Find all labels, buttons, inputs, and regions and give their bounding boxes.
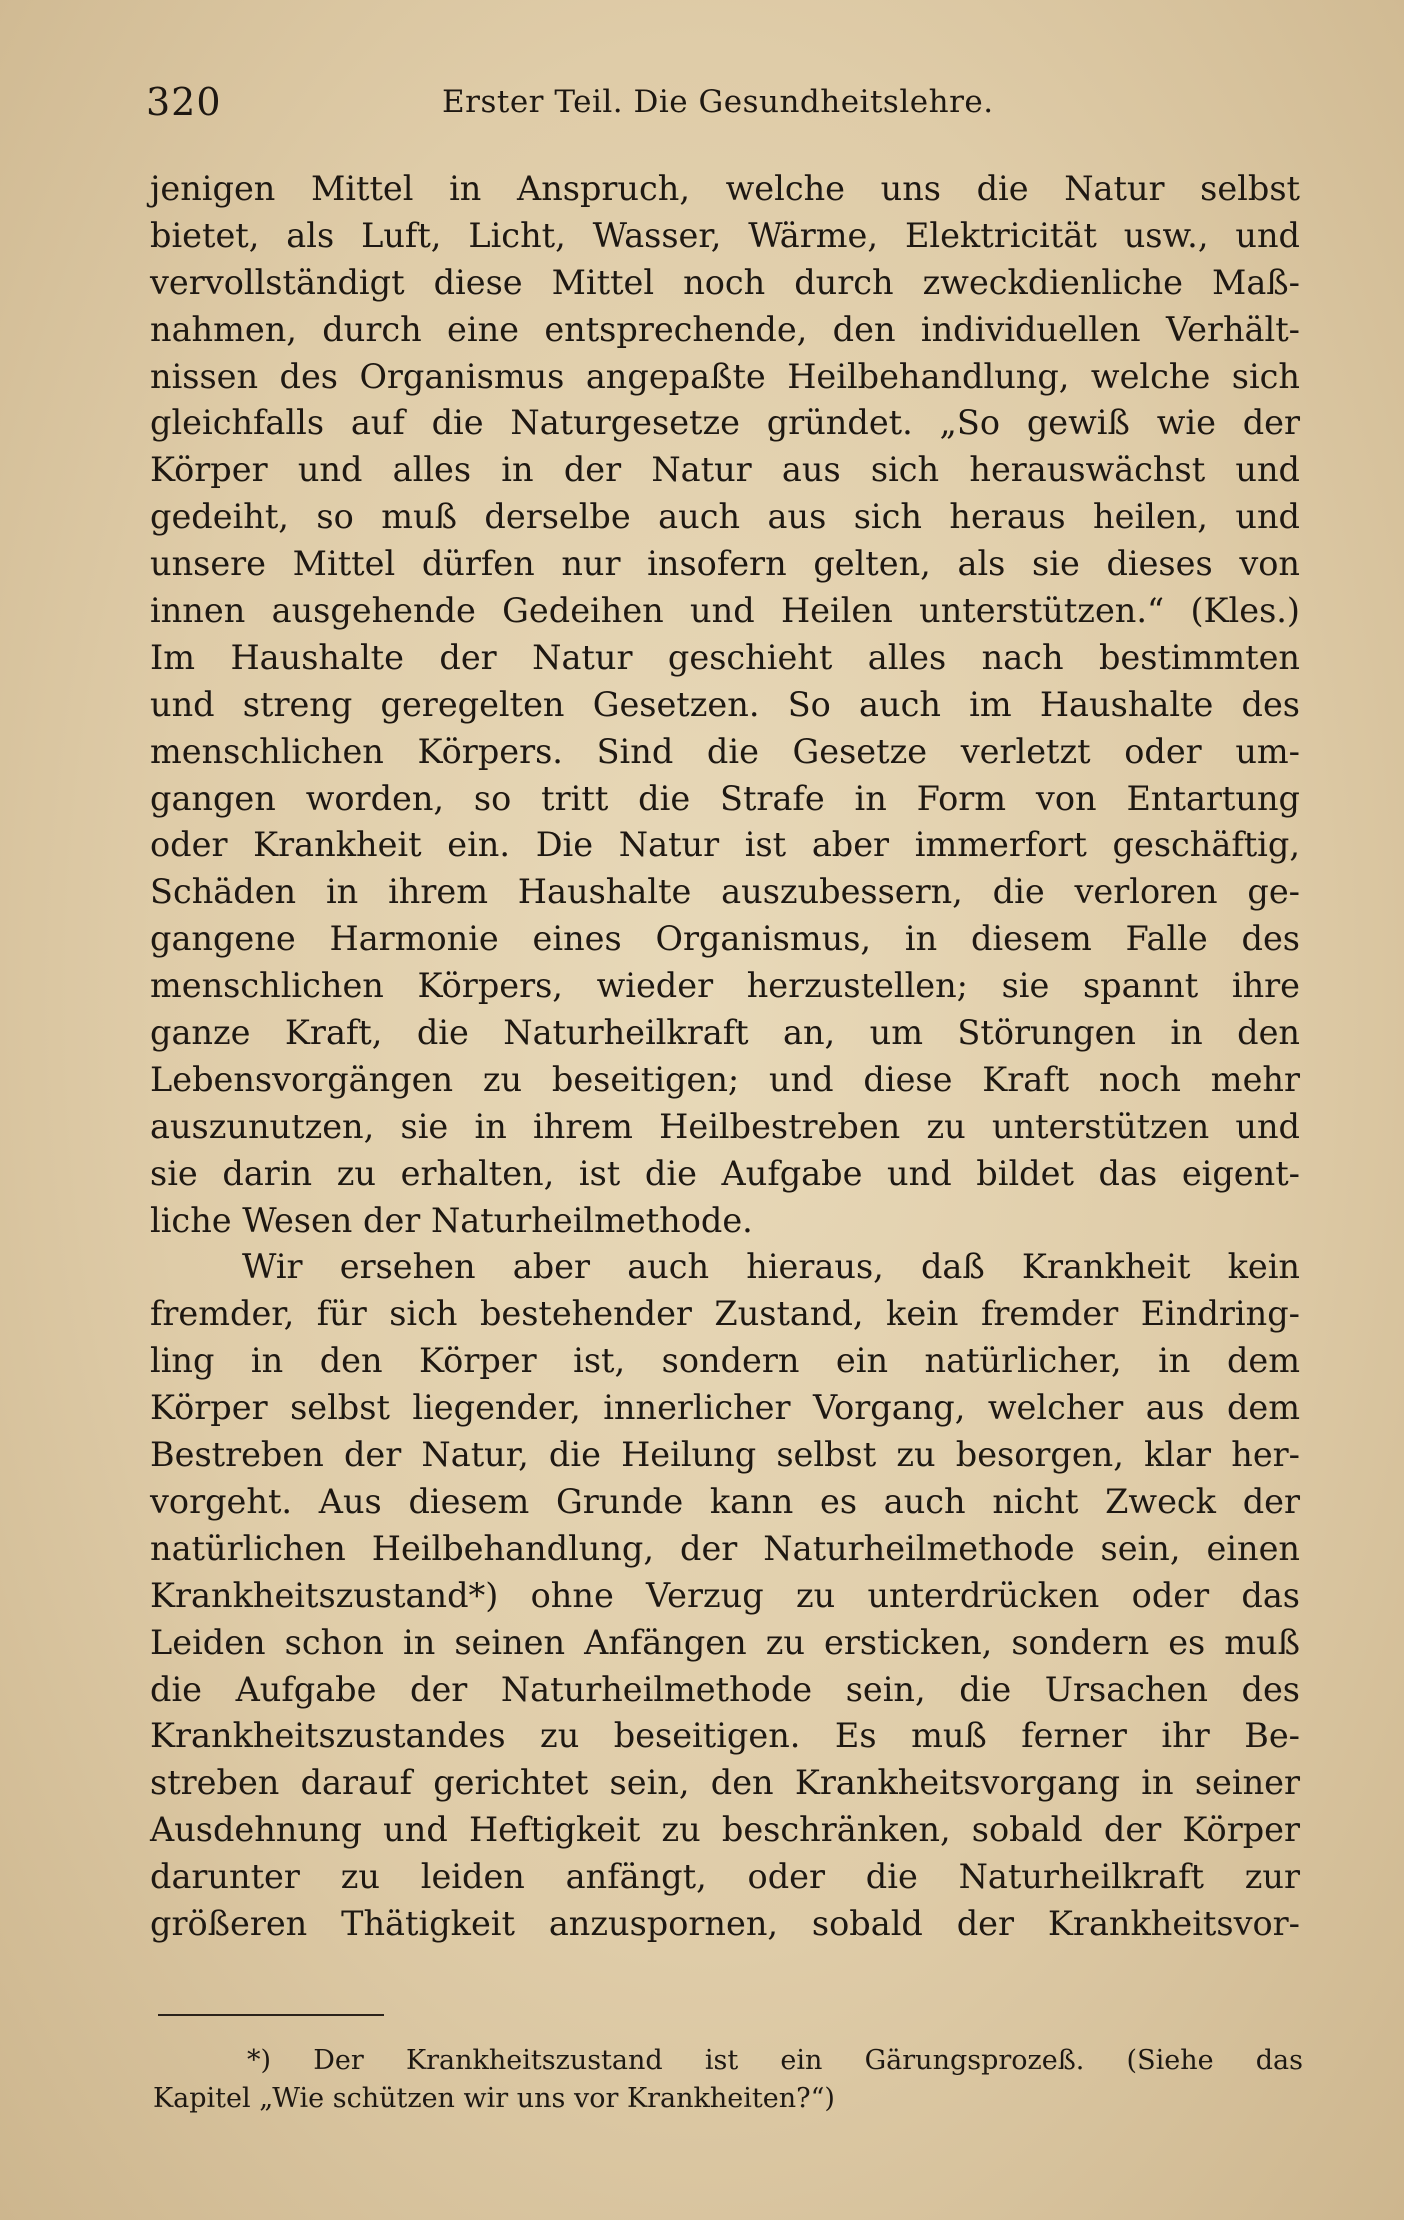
text-line: gleichfalls auf die Naturgesetze gründet. „So gewiß wie der bbox=[150, 403, 1300, 443]
text-line: die Aufgabe der Naturheilmethode sein, die Ursachen des bbox=[150, 1669, 1300, 1709]
text-line: gangene Harmonie eines Organismus, in diesem Falle des bbox=[150, 919, 1300, 959]
text-line: Körper selbst liegender, innerlicher Vorgang, welcher aus dem bbox=[150, 1388, 1300, 1428]
text-line: streben darauf gerichtet sein, den Krankheitsvorgang in seiner bbox=[150, 1763, 1300, 1803]
text-line: Lebensvorgängen zu beseitigen; und diese Kraft noch mehr bbox=[150, 1059, 1300, 1099]
text-line: nissen des Organismus angepaßte Heilbehandlung, welche sich bbox=[150, 356, 1300, 396]
text-line: gedeiht, so muß derselbe auch aus sich heraus heilen, und bbox=[150, 497, 1300, 537]
text-line: menschlichen Körpers. Sind die Gesetze verletzt oder um- bbox=[150, 731, 1300, 771]
body-text bbox=[150, 166, 1300, 1948]
text-line: unsere Mittel dürfen nur insofern gelten, als sie dieses von bbox=[150, 544, 1300, 584]
text-line: liche Wesen der Naturheilmethode. bbox=[150, 1200, 753, 1240]
text-line: auszunutzen, sie in ihrem Heilbestreben zu unterstützen und bbox=[150, 1106, 1300, 1146]
page-header bbox=[146, 80, 1296, 136]
text-line: bietet, als Luft, Licht, Wasser, Wärme, Elektricität usw., und bbox=[150, 215, 1300, 255]
text-line: menschlichen Körpers, wieder herzustellen; sie spannt ihre bbox=[150, 966, 1300, 1006]
text-line: und streng geregelten Gesetzen. So auch im Haushalte des bbox=[150, 684, 1300, 724]
text-line: oder Krankheit ein. Die Natur ist aber immerfort geschäftig, bbox=[150, 825, 1300, 865]
footnote-rule bbox=[158, 2014, 384, 2016]
text-line: nahmen, durch eine entsprechende, den individuellen Verhält- bbox=[150, 309, 1300, 349]
text-line: innen ausgehende Gedeihen und Heilen unterstützen.“ (Kles.) bbox=[150, 591, 1300, 631]
text-line: ling in den Körper ist, sondern ein natürlicher, in dem bbox=[150, 1341, 1300, 1381]
text-line: Schäden in ihrem Haushalte auszubessern, die verloren ge- bbox=[150, 872, 1300, 912]
text-line: fremder, für sich bestehender Zustand, kein fremder Eindring- bbox=[150, 1294, 1300, 1334]
footnote-line: Kapitel „Wie schützen wir uns vor Krankheiten?“) bbox=[153, 2083, 835, 2114]
text-line: Leiden schon in seinen Anfängen zu ersticken, sondern es muß bbox=[150, 1622, 1300, 1662]
text-line: Körper und alles in der Natur aus sich herauswächst und bbox=[150, 450, 1300, 490]
text-line: natürlichen Heilbehandlung, der Naturheilmethode sein, einen bbox=[150, 1528, 1300, 1568]
running-title: Erster Teil. Die Gesundheitslehre. bbox=[442, 84, 994, 120]
text-line: Bestreben der Natur, die Heilung selbst zu besorgen, klar her- bbox=[150, 1435, 1300, 1475]
page-number: 320 bbox=[146, 80, 222, 124]
text-line: Krankheitszustandes zu beseitigen. Es muß ferner ihr Be- bbox=[150, 1716, 1300, 1756]
paragraph bbox=[150, 1244, 1300, 1947]
footnote-line: *) Der Krankheitszustand ist ein Gärungsprozeß. (Siehe das bbox=[247, 2045, 1303, 2076]
footnote bbox=[153, 2042, 1303, 2118]
text-line: größeren Thätigkeit anzuspornen, sobald der Krankheitsvor- bbox=[150, 1903, 1300, 1943]
text-line: vorgeht. Aus diesem Grunde kann es auch nicht Zweck der bbox=[150, 1481, 1300, 1521]
text-line: sie darin zu erhalten, ist die Aufgabe und bildet das eigent- bbox=[150, 1153, 1300, 1193]
paragraph bbox=[150, 166, 1300, 1244]
text-line: gangen worden, so tritt die Strafe in Form von Entartung bbox=[150, 778, 1300, 818]
text-line: Ausdehnung und Heftigkeit zu beschränken, sobald der Körper bbox=[150, 1810, 1300, 1850]
text-line: ganze Kraft, die Naturheilkraft an, um Störungen in den bbox=[150, 1013, 1300, 1053]
text-line: darunter zu leiden anfängt, oder die Naturheilkraft zur bbox=[150, 1857, 1300, 1897]
text-line: Wir ersehen aber auch hieraus, daß Krankheit kein bbox=[242, 1247, 1300, 1287]
text-line: jenigen Mittel in Anspruch, welche uns die Natur selbst bbox=[150, 169, 1300, 208]
text-line: Krankheitszustand*) ohne Verzug zu unterdrücken oder das bbox=[150, 1575, 1300, 1615]
text-line: Im Haushalte der Natur geschieht alles nach bestimmten bbox=[150, 637, 1300, 677]
text-line: vervollständigt diese Mittel noch durch zweckdienliche Maß- bbox=[150, 262, 1300, 302]
